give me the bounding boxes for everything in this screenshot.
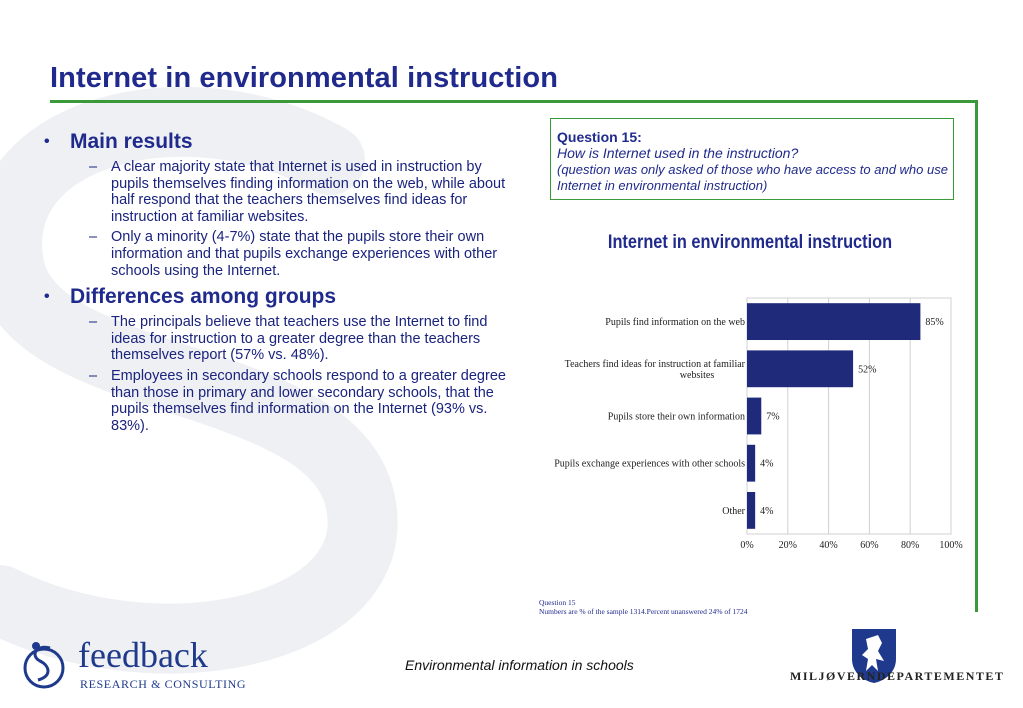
bullet-heading-text: Differences among groups <box>70 285 337 309</box>
sub-marker: – <box>89 367 98 384</box>
value-label: 85% <box>925 317 944 329</box>
question-note: (question was only asked of those who have access to and who use Internet in environmental instruction) <box>557 162 948 193</box>
footer-caption: Environmental information in schools <box>405 657 634 673</box>
category-label: Other <box>722 505 745 517</box>
bar <box>747 303 920 340</box>
value-label: 7% <box>766 411 780 423</box>
bar <box>747 350 853 387</box>
x-tick-label: 60% <box>860 540 879 551</box>
logo-ministry-name: MILJØVERNDEPARTEMENTET <box>790 669 1005 683</box>
logo-feedback-subtitle: RESEARCH & CONSULTING <box>80 677 247 691</box>
question-text: How is Internet used in the instruction? <box>557 145 799 161</box>
bullet-sub-item <box>40 314 520 364</box>
category-label: Teachers find ideas for instruction at familiar <box>564 358 745 370</box>
sub-item-text: A clear majority state that Internet is used in instruction by pupils themselves finding information on the web, while about half respond that the teachers themselves find ideas for instruction at familiar websites. <box>111 159 506 225</box>
bullet-heading-main-results <box>40 128 520 156</box>
bullet-sub-item <box>40 159 520 225</box>
x-tick-label: 80% <box>901 540 920 551</box>
sub-item-text: Only a minority (4-7%) state that the pupils store their own information and that pupils exchange experiences with other schools using the Internet. <box>111 229 498 279</box>
chart-title: Internet in environmental instruction <box>607 232 893 253</box>
bullet-heading-differences <box>40 283 520 311</box>
bullet-marker: • <box>44 133 50 150</box>
sub-item-text: Employees in secondary schools respond to a greater degree than those in primary and lower secondary schools, that the pupils themselves find information on the Internet (93% vs. 83%). <box>111 367 506 434</box>
sub-marker: – <box>89 159 98 175</box>
sub-marker: – <box>89 229 98 246</box>
footnote-line-2: Numbers are % of the sample 1314.Percent unanswered 24% of 1724 <box>539 607 748 616</box>
slide-title: Internet in environmental instruction <box>50 62 559 94</box>
sub-item-text: The principals believe that teachers use the Internet to find ideas for instruction to a greater degree than the teachers themselves report (57% vs. 48%). <box>111 314 488 364</box>
sub-marker: – <box>89 314 98 331</box>
category-label: Pupils exchange experiences with other schools <box>554 458 745 470</box>
bar <box>747 492 755 529</box>
footnote-line-1: Question 15 <box>539 598 576 607</box>
bullet-list <box>40 128 520 438</box>
question-box <box>550 118 954 200</box>
bullet-heading-text: Main results <box>70 130 193 153</box>
bullet-sub-item <box>40 229 520 279</box>
bullet-marker: • <box>44 288 50 306</box>
x-tick-label: 40% <box>819 540 838 551</box>
bullet-sub-item <box>40 368 520 434</box>
x-tick-label: 100% <box>939 540 963 551</box>
question-title: Question 15: <box>557 129 642 145</box>
title-divider <box>50 100 978 103</box>
value-label: 4% <box>760 505 774 517</box>
x-tick-label: 20% <box>778 540 797 551</box>
x-tick-label: 0% <box>740 540 754 551</box>
right-divider <box>975 100 978 612</box>
category-label: websites <box>679 369 715 381</box>
value-label: 52% <box>858 364 877 376</box>
bar <box>747 398 761 435</box>
bar <box>747 445 755 482</box>
category-label: Pupils find information on the web <box>605 317 745 329</box>
chart-footnote <box>539 598 747 616</box>
bar-chart <box>530 290 975 552</box>
logo-feedback-name: feedback <box>78 635 208 675</box>
value-label: 4% <box>760 458 774 470</box>
category-label: Pupils store their own information <box>607 411 745 423</box>
